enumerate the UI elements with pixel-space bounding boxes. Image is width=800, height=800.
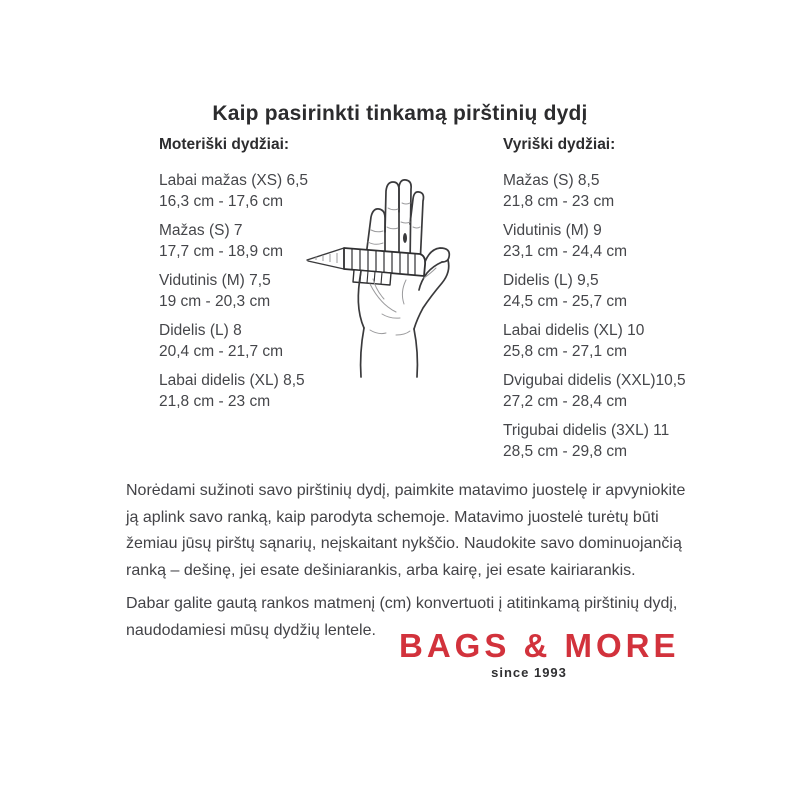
size-label: Didelis (L) 8 [159, 322, 242, 339]
size-label: Dvigubai didelis (XXL)10,5 [503, 372, 686, 389]
size-entry [503, 270, 733, 312]
size-label: Mažas (S) 7 [159, 222, 243, 239]
size-entry [503, 170, 733, 212]
size-label: Mažas (S) 8,5 [503, 172, 600, 189]
size-range: 16,3 cm - 17,6 cm [159, 193, 284, 210]
size-range: 21,8 cm - 23 cm [159, 393, 271, 410]
logo-tagline: since 1993 [491, 665, 567, 680]
size-range: 20,4 cm - 21,7 cm [159, 343, 284, 360]
page-title: Kaip pasirinkti tinkamą pirštinių dydį [212, 102, 588, 126]
instruction-paragraph-1: Norėdami sužinoti savo pirštinių dydį, paimkite matavimo juostelę ir apvyniokite ją aplink savo ranką, kaip parodyta schemoje. Matavimo juostelė turėtų būti žemiau jūsų pirštų sąnarių, neįskaitant nykščio. Naudokite savo dominuojančią ranką – dešinę, jei esate dešiniarankis, arba kairę, jei esate kairiarankis. [126, 482, 686, 579]
size-entry [503, 220, 733, 262]
logo-text: BAGS & MORE [399, 627, 680, 664]
size-label: Trigubai didelis (3XL) 11 [503, 422, 670, 439]
hand-measuring-tape-illustration [298, 172, 498, 385]
instruction-paragraph-2: Dabar galite gautą rankos matmenį (cm) konvertuoti į atitinkamą pirštinių dydį, naudodamiesi mūsų dydžių lentele. [126, 595, 678, 639]
size-range: 17,7 cm - 18,9 cm [159, 243, 284, 260]
size-entry [503, 320, 733, 362]
size-label: Vidutinis (M) 9 [503, 222, 602, 239]
size-entry [503, 420, 733, 462]
men-sizes-list [503, 170, 733, 462]
size-label: Didelis (L) 9,5 [503, 272, 599, 289]
size-range: 21,8 cm - 23 cm [503, 193, 615, 210]
size-range: 27,2 cm - 28,4 cm [503, 393, 628, 410]
size-range: 25,8 cm - 27,1 cm [503, 343, 628, 360]
size-range: 28,5 cm - 29,8 cm [503, 443, 628, 460]
size-label: Labai didelis (XL) 8,5 [159, 372, 305, 389]
finger-mark [403, 233, 407, 243]
brand-logo [399, 627, 680, 680]
women-sizes-heading: Moteriški dydžiai: [159, 136, 290, 153]
size-label: Labai mažas (XS) 6,5 [159, 172, 309, 189]
size-label: Labai didelis (XL) 10 [503, 322, 645, 339]
men-sizes-column [503, 136, 733, 470]
size-label: Vidutinis (M) 7,5 [159, 272, 271, 289]
size-range: 24,5 cm - 25,7 cm [503, 293, 628, 310]
instructions [126, 478, 686, 644]
size-entry [503, 370, 733, 412]
size-range: 19 cm - 20,3 cm [159, 293, 271, 310]
size-range: 23,1 cm - 24,4 cm [503, 243, 628, 260]
men-sizes-heading: Vyriški dydžiai: [503, 136, 616, 153]
